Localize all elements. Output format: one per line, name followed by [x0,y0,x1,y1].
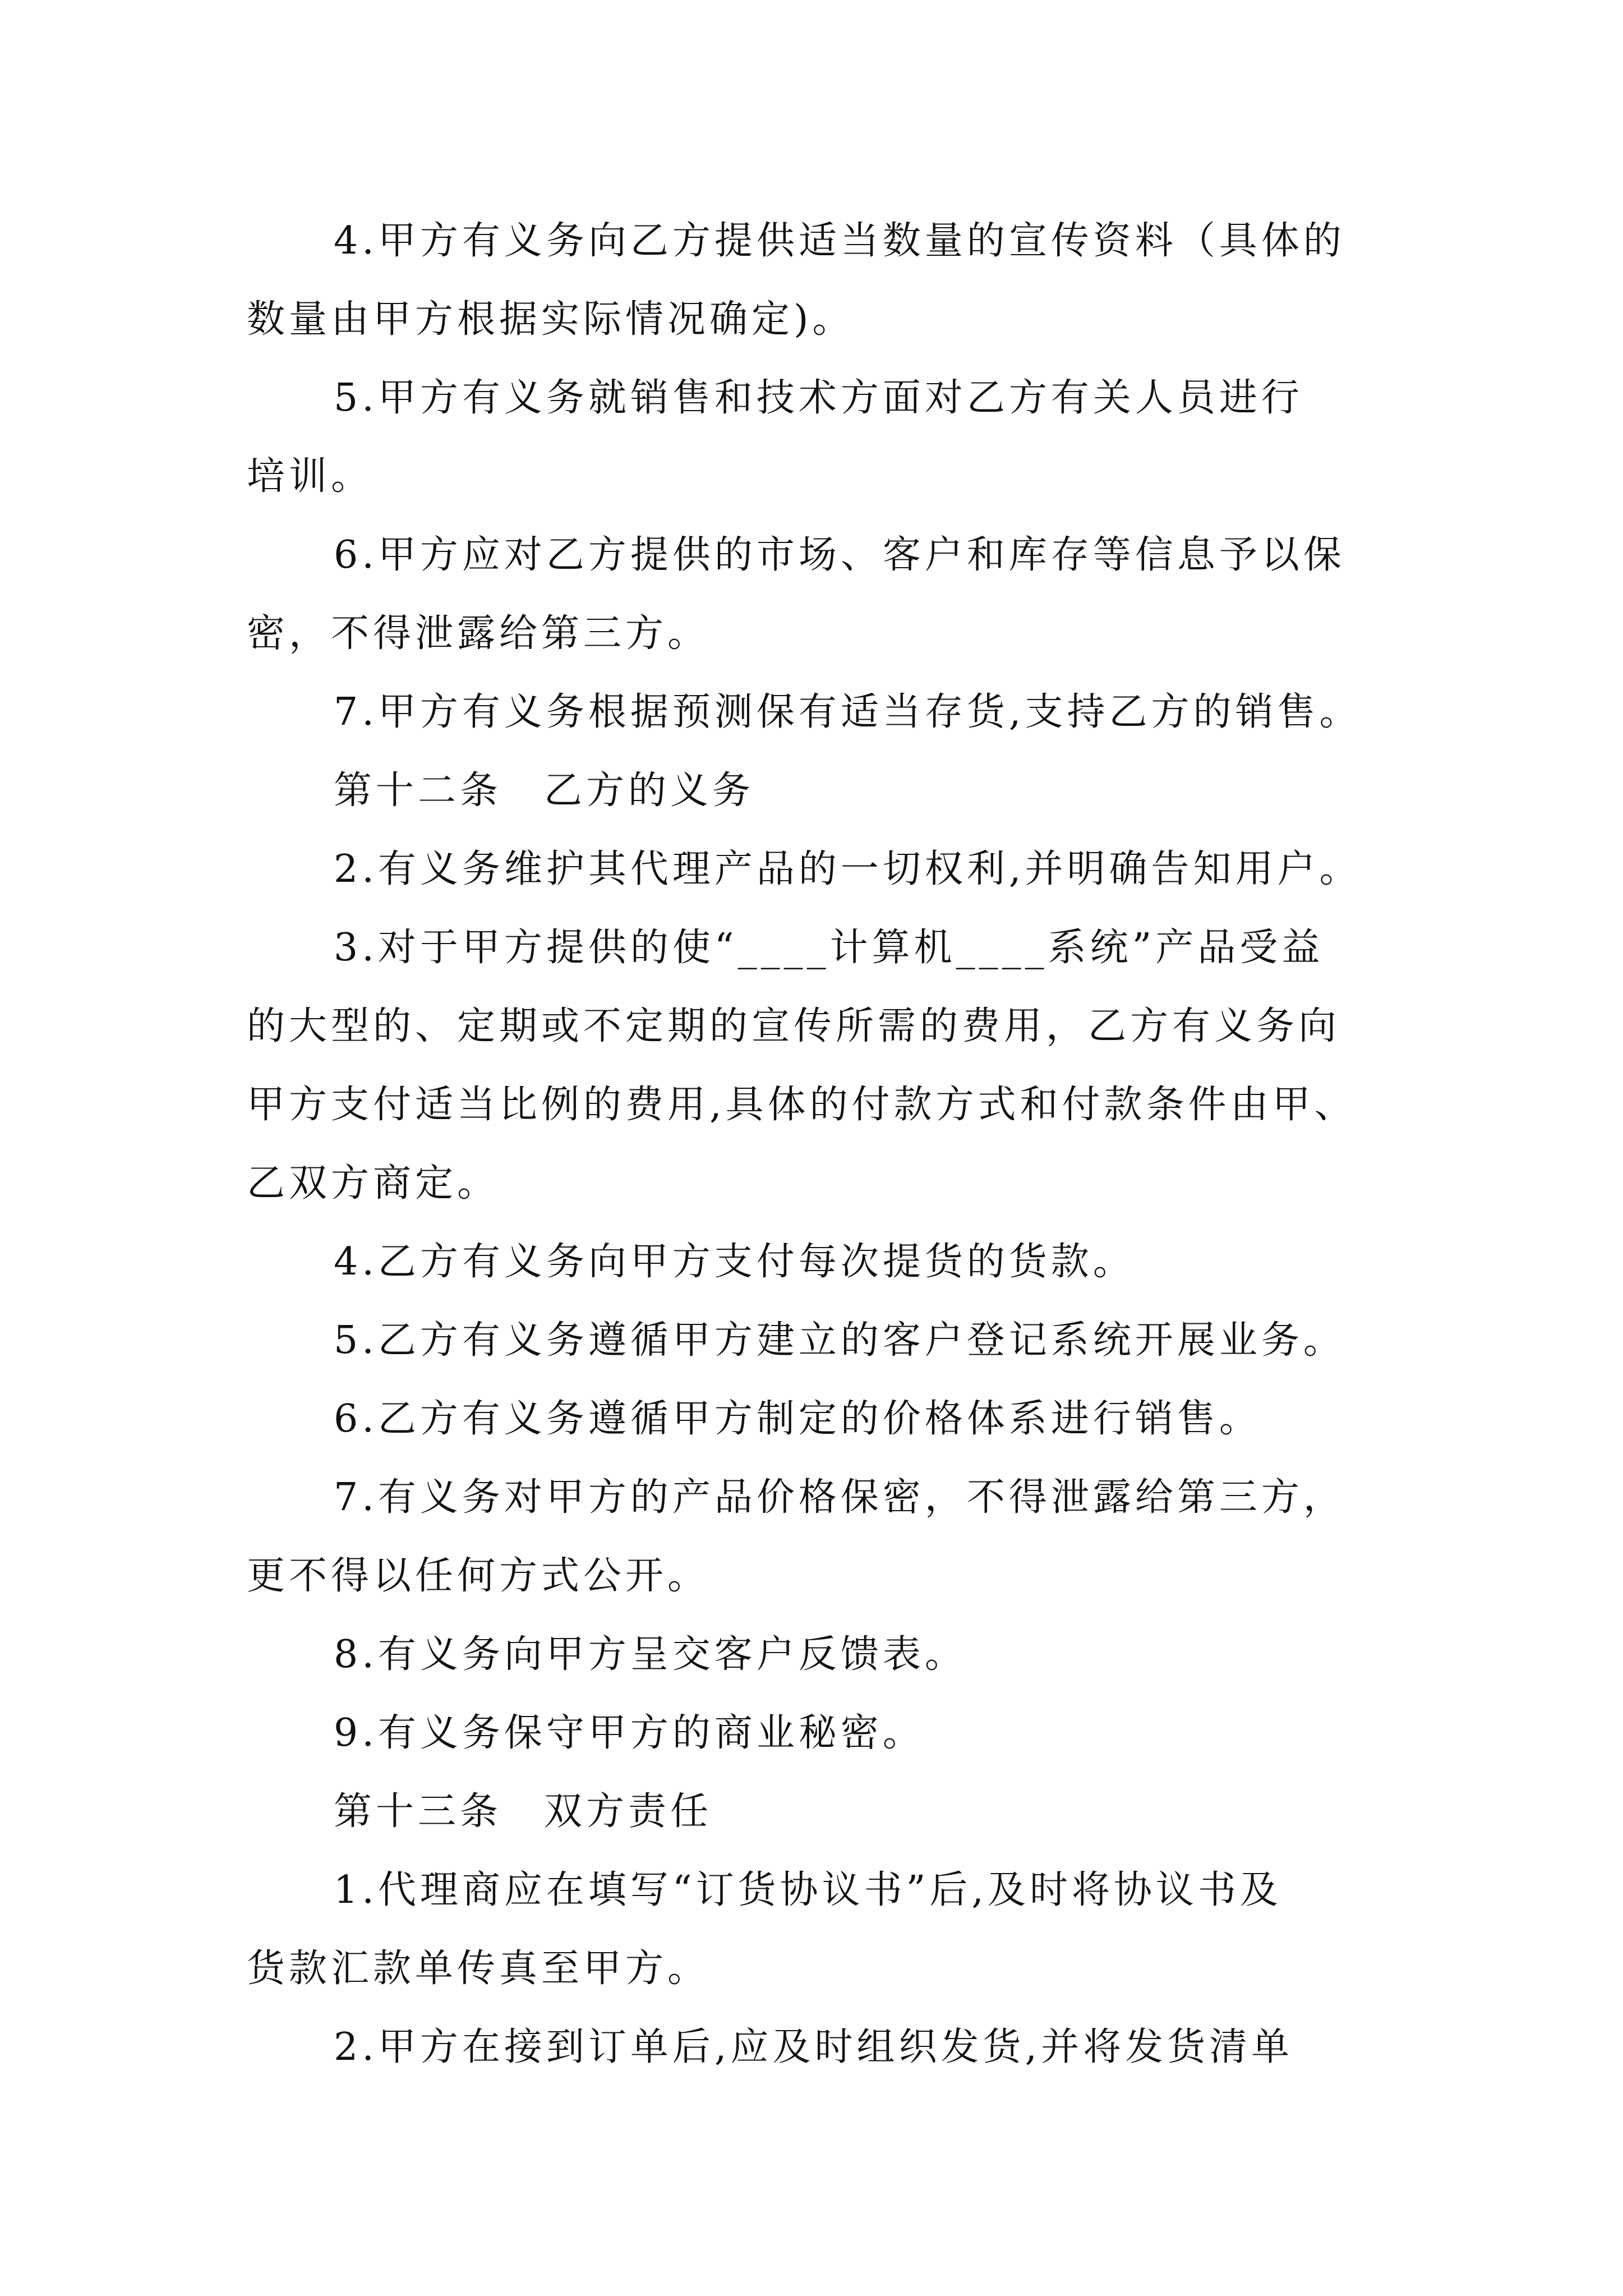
section-heading: 第十三条 双方责任 [334,1789,713,1834]
text-line: 3.对于甲方提供的使“____计算机____系统”产品受益 [334,926,1324,970]
text-line: 9.有义务保守甲方的商业秘密。 [334,1711,925,1755]
text-line: 2.有义务维护其代理产品的一切权利,并明确告知用户。 [334,847,1362,891]
text-line: 培训。 [247,454,374,499]
text-line: 8.有义务向甲方呈交客户反馈表。 [334,1632,967,1677]
text-line: 的大型的、定期或不定期的宣传所需的费用，乙方有义务向 [247,1004,1341,1048]
text-line: 5.乙方有义务遵循甲方建立的客户登记系统开展业务。 [334,1318,1345,1363]
text-line: 乙双方商定。 [247,1161,500,1205]
text-line: 4.乙方有义务向甲方支付每次提货的货款。 [334,1240,1135,1284]
text-line: 6.甲方应对乙方提供的市场、客户和库存等信息予以保 [334,533,1345,577]
text-line: 甲方支付适当比例的费用,具体的付款方式和付款条件由甲、 [247,1083,1357,1127]
text-line: 7.甲方有义务根据预测保有适当存货,支持乙方的销售。 [334,690,1362,734]
text-line: 2.甲方在接到订单后,应及时组织发货,并将发货清单 [334,2025,1294,2069]
text-line: 数量由甲方根据实际情况确定)。 [247,297,855,342]
text-line: 6.乙方有义务遵循甲方制定的价格体系进行销售。 [334,1397,1261,1441]
text-line: 货款汇款单传真至甲方。 [247,1947,710,1991]
text-line: 5.甲方有义务就销售和技术方面对乙方有关人员进行 [334,376,1303,420]
text-line: 7.有义务对甲方的产品价格保密，不得泄露给第三方， [334,1475,1345,1520]
text-line: 1.代理商应在填写“订货协议书”后,及时将协议书及 [334,1868,1283,1912]
text-line: 4.甲方有义务向乙方提供适当数量的宣传资料（具体的 [334,219,1345,263]
text-line: 更不得以任何方式公开。 [247,1554,710,1598]
section-heading: 第十二条 乙方的义务 [334,769,755,813]
text-line: 密，不得泄露给第三方。 [247,611,710,656]
